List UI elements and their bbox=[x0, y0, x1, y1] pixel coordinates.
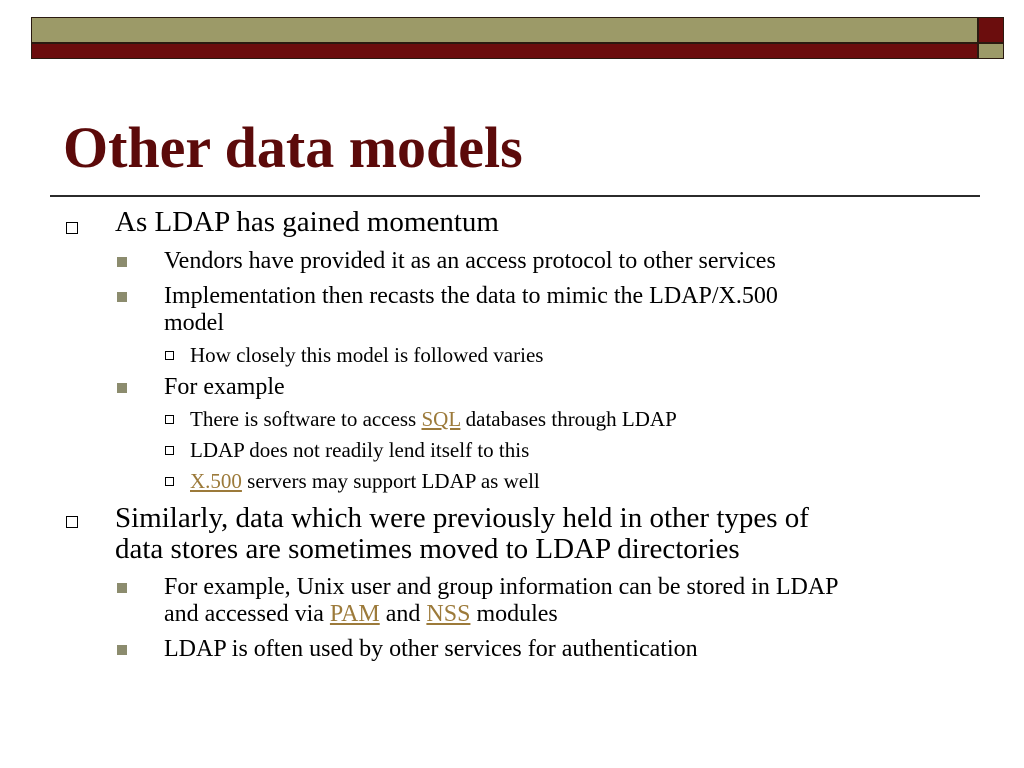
bullet-text-line-2: model bbox=[164, 310, 224, 336]
header-bar-maroon bbox=[31, 43, 978, 59]
header-bar-olive bbox=[31, 17, 978, 43]
filled-square-bullet-icon bbox=[117, 583, 127, 593]
bullet-item bbox=[190, 343, 543, 367]
header-square-olive bbox=[978, 43, 1004, 59]
bullet-item bbox=[190, 407, 677, 431]
bullet-text: For example bbox=[164, 374, 285, 400]
bullet-item bbox=[164, 636, 698, 663]
bullet-item bbox=[190, 469, 540, 493]
bullet-text: Vendors have provided it as an access protocol to other services bbox=[164, 248, 776, 274]
bullet-text: LDAP is often used by other services for authentication bbox=[164, 636, 698, 662]
bullet-item bbox=[164, 374, 285, 401]
hollow-square-bullet-icon bbox=[66, 222, 78, 234]
pam-link[interactable]: PAM bbox=[329, 601, 380, 627]
bullet-item bbox=[115, 207, 499, 238]
filled-square-bullet-icon bbox=[117, 292, 127, 302]
bullet-text: There is software to access SQL databases through LDAP bbox=[190, 407, 677, 431]
filled-square-bullet-icon bbox=[117, 257, 127, 267]
x500-link[interactable]: X.500 bbox=[190, 469, 242, 493]
bullet-item bbox=[164, 248, 776, 275]
hollow-square-bullet-icon bbox=[165, 351, 174, 360]
bullet-item bbox=[115, 503, 809, 565]
bullet-text: As LDAP has gained momentum bbox=[115, 206, 499, 238]
bullet-text-line-1: Implementation then recasts the data to mimic the LDAP/X.500 bbox=[164, 283, 778, 309]
hollow-square-bullet-icon bbox=[165, 415, 174, 424]
bullet-item bbox=[164, 574, 839, 628]
nss-link[interactable]: NSS bbox=[426, 601, 471, 627]
bullet-text: LDAP does not readily lend itself to this bbox=[190, 438, 530, 462]
slide-title: Other data models bbox=[63, 115, 523, 180]
bullet-text-line-2: and accessed via PAM and NSS modules bbox=[164, 601, 558, 627]
hollow-square-bullet-icon bbox=[165, 477, 174, 486]
bullet-text: How closely this model is followed varies bbox=[190, 343, 544, 367]
bullet-text-line-1: Similarly, data which were previously held in other types of bbox=[115, 502, 809, 534]
bullet-item bbox=[164, 283, 778, 337]
title-divider bbox=[50, 195, 980, 197]
bullet-text-line-2: data stores are sometimes moved to LDAP directories bbox=[115, 533, 740, 565]
filled-square-bullet-icon bbox=[117, 645, 127, 655]
bullet-text-line-1: For example, Unix user and group information can be stored in LDAP bbox=[164, 574, 839, 600]
filled-square-bullet-icon bbox=[117, 383, 127, 393]
hollow-square-bullet-icon bbox=[165, 446, 174, 455]
bullet-item bbox=[190, 438, 529, 462]
bullet-text: X.500 servers may support LDAP as well bbox=[190, 469, 540, 493]
hollow-square-bullet-icon bbox=[66, 516, 78, 528]
sql-link[interactable]: SQL bbox=[421, 407, 461, 431]
header-square-maroon bbox=[978, 17, 1004, 43]
